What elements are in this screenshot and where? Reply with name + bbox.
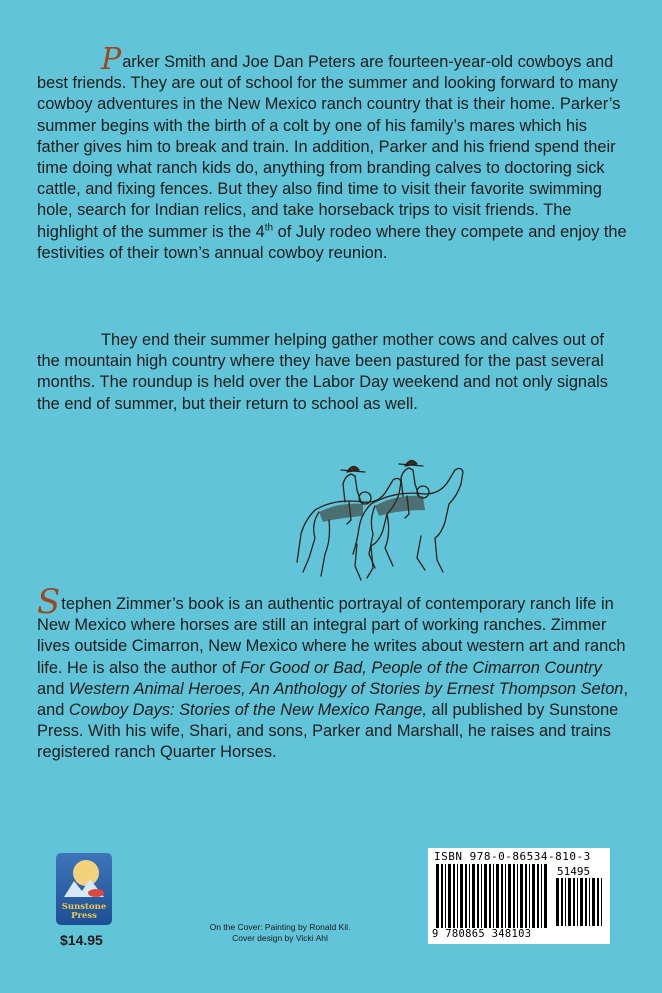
- bio-text-d: all published by Sunstone Press. With his wife, Shari, and sons, Parker and Marshall, he raises and trains registered ranch Quarter Horses.: [37, 701, 619, 762]
- description-text-a: arker Smith and Joe Dan Peters are fourteen-year-old cowboys and best friends. They are out of school for the summer and looking forward to many cowboy adventures in the New Mexico ranch country that is their home. Parker’s summer begins with the birth of a colt by one of his family’s mares which his father gives him to break and train. In addition, Parker and his friend spend their time doing what ranch kids do, anything from branding calves to doctoring sick cattle, and fixing fences. But they also find time to visit their favorite swimming hole, search for Indian relics, and take horseback trips to visit friends. The highlight of the summer is the 4: [37, 53, 621, 241]
- sunstone-press-logo: [56, 853, 112, 925]
- barcode-bar: [517, 864, 518, 928]
- barcode-bar: [589, 878, 590, 926]
- barcode-bar: [457, 864, 458, 928]
- barcode-bar: [469, 864, 470, 928]
- cowboys-on-horseback-illustration: [275, 450, 480, 590]
- barcode-bar: [453, 864, 455, 928]
- barcode-bar: [496, 864, 499, 928]
- barcode-bar: [460, 864, 463, 928]
- barcode-bar: [493, 864, 494, 928]
- barcode-bar: [501, 864, 503, 928]
- ordinal-suffix: th: [264, 222, 274, 234]
- barcode-bar: [544, 864, 547, 928]
- barcode-bar: [484, 864, 487, 928]
- barcode-bar: [448, 864, 451, 928]
- barcode-bar: [520, 864, 523, 928]
- credit-line-1: On the Cover: Painting by Ronald Kil.: [209, 922, 351, 932]
- barcode-bar: [537, 864, 539, 928]
- barcode-bar: [541, 864, 542, 928]
- ean-number: 9 780865 348103: [432, 928, 532, 940]
- logo-line-2: Press: [71, 911, 97, 921]
- barcode-bar: [597, 878, 599, 926]
- barcode-bar: [592, 878, 595, 926]
- author-bio: [37, 582, 631, 764]
- barcode-bar: [505, 864, 506, 928]
- barcode-bar: [556, 878, 559, 926]
- barcode-bar: [445, 864, 446, 928]
- description-paragraph-1: [37, 42, 631, 264]
- barcode-bar: [508, 864, 511, 928]
- book-title-3: Cowboy Days: Stories of the New Mexico Range,: [68, 701, 427, 720]
- barcode-bar: [568, 878, 571, 926]
- logo-line-1: Sunstone: [61, 902, 107, 912]
- barcode-bar: [577, 878, 578, 926]
- barcode-bar: [565, 878, 566, 926]
- barcode-bar: [561, 878, 563, 926]
- barcode-bar: [489, 864, 491, 928]
- bio-text-c: , and: [37, 679, 628, 720]
- sun-mountain-icon: [56, 853, 112, 905]
- barcode-bar: [585, 878, 587, 926]
- barcode-bar: [532, 864, 535, 928]
- isbn-barcode: [428, 848, 610, 944]
- barcode-bar: [481, 864, 482, 928]
- barcode-bar: [580, 878, 583, 926]
- cover-credits: [180, 922, 380, 944]
- book-title-2: Western Animal Heroes, An Anthology of Stories by Ernest Thompson Seton: [68, 679, 624, 698]
- barcode-bar: [436, 864, 439, 928]
- price: $14.95: [60, 932, 103, 948]
- price-code: 51495: [557, 865, 591, 878]
- credit-line-2: Cover design by Vicki Ahl: [232, 933, 328, 943]
- description-text-2: They end their summer helping gather mother cows and calves out of the mountain high country where they have been pastured for the past several months. The roundup is held over the Labor Day weekend and not only signals the end of summer, but their return to school as well.: [37, 331, 608, 413]
- dropcap-s: S: [37, 582, 61, 622]
- bio-text-a: tephen Zimmer’s book is an authentic portrayal of contemporary ranch life in New Mexico where horses are still an integral part of working ranches. Zimmer lives outside Cimarron, New Mexico where he writes about western art and ranch life. He is also the author of: [37, 595, 626, 677]
- bio-text-b: and: [37, 679, 69, 698]
- barcode-bar: [472, 864, 475, 928]
- barcode-bar: [513, 864, 515, 928]
- description-paragraph-2: [37, 330, 631, 415]
- ean-barcode-bars: [436, 864, 548, 928]
- barcode-bar: [477, 864, 479, 928]
- barcode-bar: [573, 878, 575, 926]
- dropcap-p: P: [101, 42, 122, 77]
- isbn-number: ISBN 978-0-86534-810-3: [434, 850, 591, 863]
- barcode-bar: [465, 864, 467, 928]
- description-text-b: of July rodeo where they compete and enjoy the festivities of their town’s annual cowboy reunion.: [37, 222, 627, 262]
- book-title-1: For Good or Bad, People of the Cimarron Country: [240, 658, 602, 677]
- barcode-bar: [441, 864, 443, 928]
- barcode-bar: [529, 864, 530, 928]
- barcode-bar: [525, 864, 527, 928]
- addon-barcode-bars: [556, 878, 606, 926]
- barcode-bar: [601, 878, 602, 926]
